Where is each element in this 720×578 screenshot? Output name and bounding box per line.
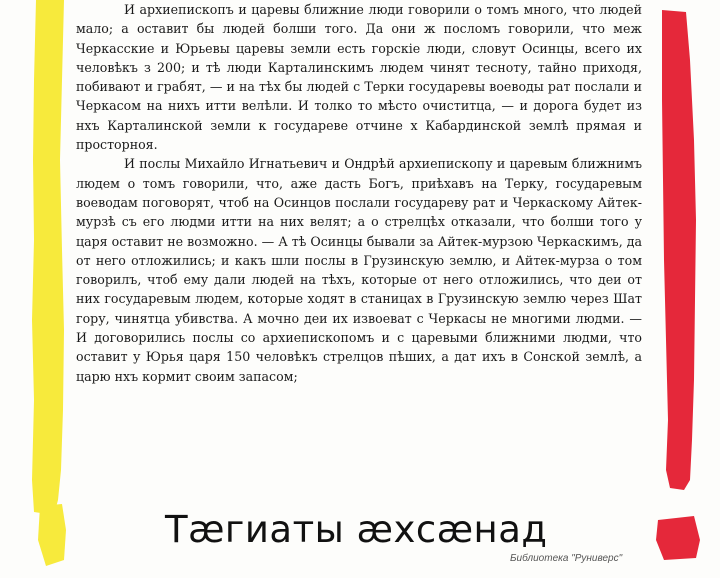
paragraph-2: И послы Михайло Игнатьевич и Ондрѣй архиепископу и царевым ближнимъ людем о томъ говорили, что, аже дасть Богъ, приѣхавъ на Терку, государевым воеводам поговорят, чтоб на Осинцов послали государеву рат и Черкаскому Айтек-мурзѣ съ его людми итти на них велят; а о стрелцѣх отказали, что болши того у царя оставит не возможно. — А тѣ Осинцы бывали за Айтек-мурзою Черкаскимъ, да от него отложились; и какъ шли послы в Грузинскую землю, и Айтек-мурза о том говорилъ, чтоб ему дали людей на тѣхъ, которые от него отложились, что деи от них государевым людем, которые ходят в станицах в Грузинскую землю через Шат гору, чинятца убивства. А мочно деи их извоеват с Черкасы не многими людми. — И договорились послы со архиепископомъ и с царевыми ближними людми, что оставит у Юрья царя 150 человѣкъ стрелцов пѣших, а дат ихъ в Сонской землѣ, а царю нхъ кормит своим запасом; bbox=[76, 156, 642, 384]
yellow-stripe-left bbox=[24, 0, 68, 578]
caption-title: Тæгиаты æхсæнад bbox=[165, 508, 548, 551]
watermark: Библиотека "Руниверс" bbox=[510, 553, 623, 564]
document-body bbox=[76, 0, 642, 386]
paragraph-1: И архиепископъ и царевы ближние люди говорили о томъ много, что людей мало; а оставит бы людей болши того. Да они ж посломъ говорили, что меж Черкасские и Юрьевы царевы земли есть горскіе люди, словут Осинцы, всего их человѣкъ з 200; и тѣ люди Карталинскимъ людем чинят тесноту, тайно приходя, побивают и грабят, — и на тѣх бы людей с Терки государевы воеводы рат послали и Черкасом на нихъ итти велѣли. И толко то мѣсто очиститца, — и дорога будет из нхъ Карталинской земли к государеве отчине х Кабардинской землѣ прямая и просторноя. bbox=[76, 2, 642, 153]
red-stripe-right bbox=[648, 0, 708, 578]
